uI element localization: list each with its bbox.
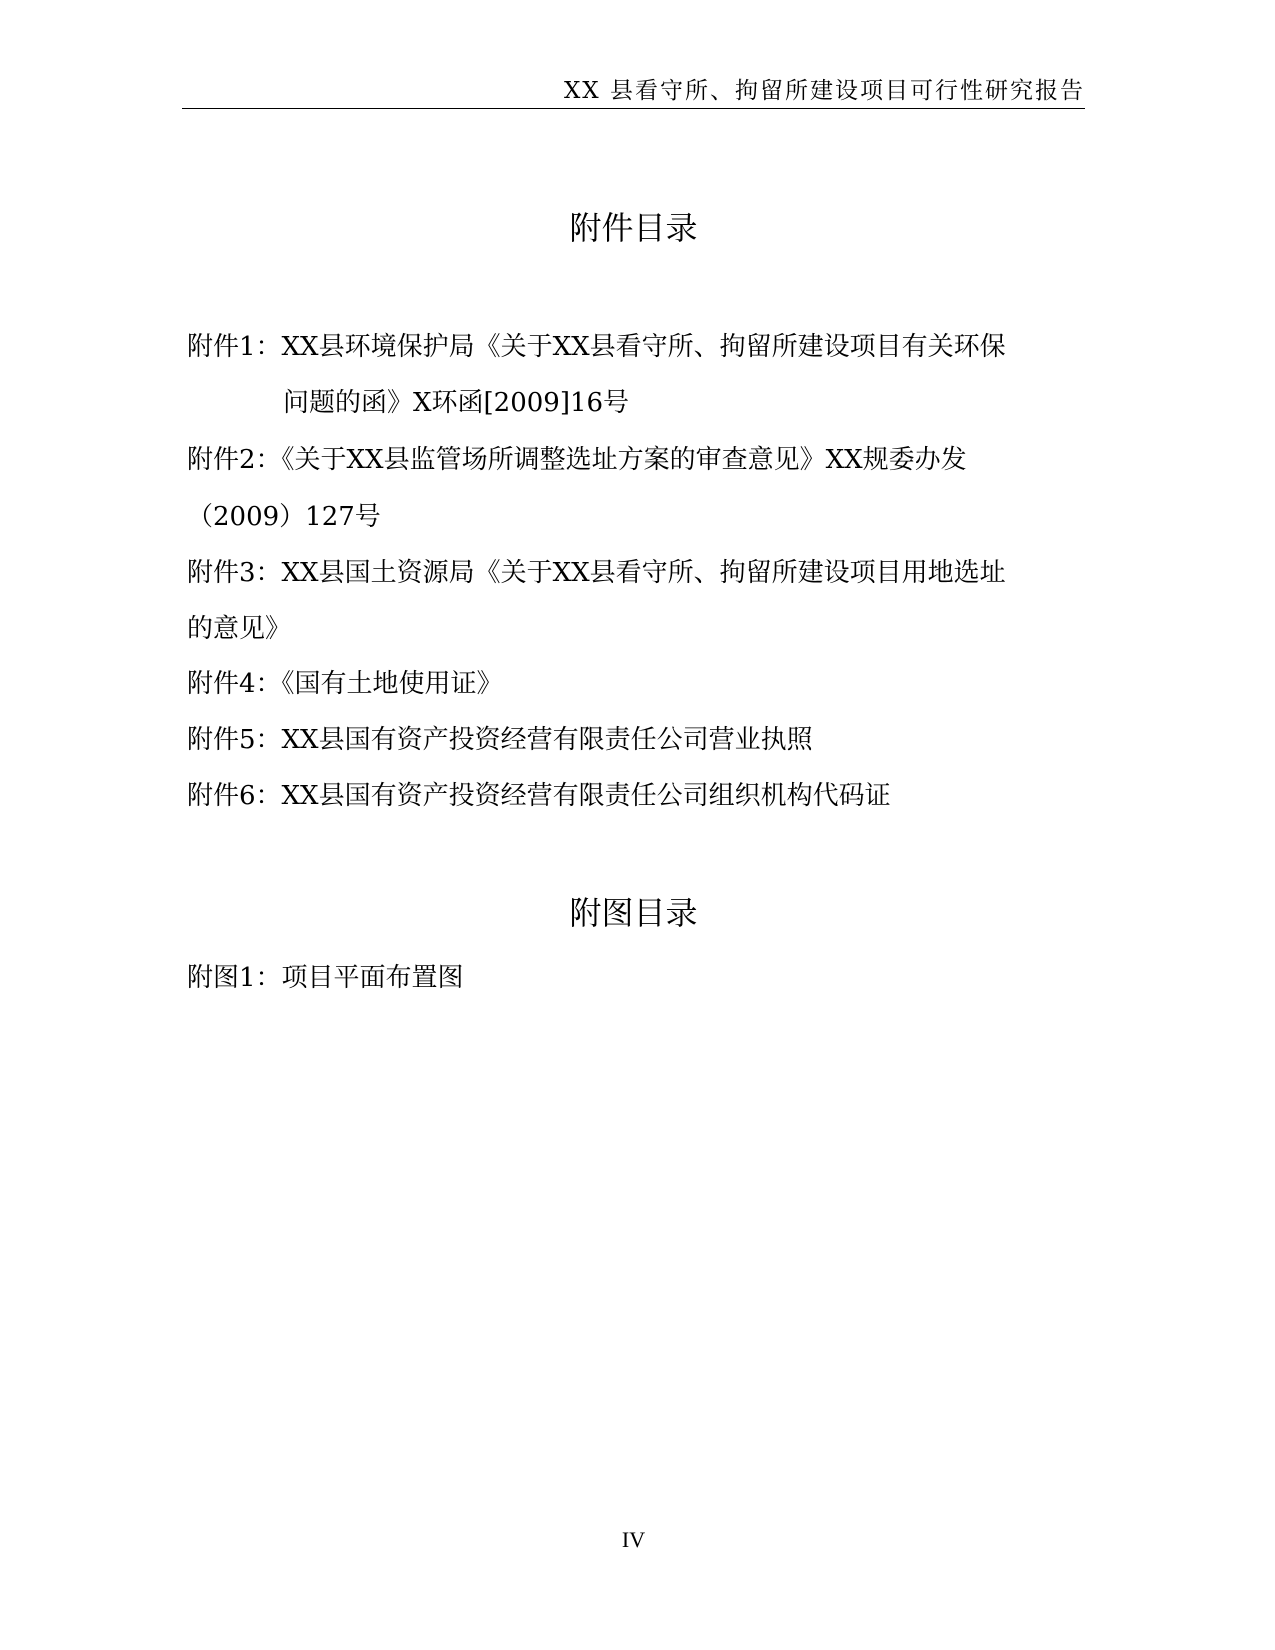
attachment-label-2: 附件2： <box>187 445 282 475</box>
figures-title: 附图目录 <box>569 894 698 932</box>
attachment-text-3: XX县国土资源局《关于XX县看守所、拘留所建设项目用地选址 <box>281 558 1006 588</box>
attachment-entry-6 <box>187 776 891 816</box>
attachment-text-2: 《关于XX县监管场所调整选址方案的审查意见》XX规委办发 <box>281 445 967 475</box>
header-rule <box>182 108 1085 109</box>
figure-label-1: 附图1： <box>187 963 282 993</box>
figure-text-1: 项目平面布置图 <box>281 963 464 993</box>
attachment-text-4: 《国有土地使用证》 <box>281 669 503 699</box>
attachments-title: 附件目录 <box>569 209 698 247</box>
attachment-label-1: 附件1： <box>187 332 282 362</box>
attachment-text-1: XX县环境保护局《关于XX县看守所、拘留所建设项目有关环保 <box>281 332 1006 362</box>
attachment-entry-1-continuation: 问题的函》X环函[2009]16号 <box>283 388 630 418</box>
attachment-entry-5 <box>187 720 813 760</box>
attachment-label-3: 附件3： <box>187 558 282 588</box>
attachment-label-5: 附件5： <box>187 725 282 755</box>
page-number: IV <box>621 1527 646 1552</box>
attachment-entry-3 <box>187 553 1006 593</box>
attachment-label-6: 附件6： <box>187 781 282 811</box>
attachment-entry-2 <box>187 440 967 480</box>
attachment-entry-2-continuation: （2009）127号 <box>187 502 381 532</box>
attachment-entry-3-continuation: 的意见》 <box>187 614 292 644</box>
attachment-text-5: XX县国有资产投资经营有限责任公司营业执照 <box>281 725 813 755</box>
attachment-entry-1 <box>187 327 1006 367</box>
attachment-text-6: XX县国有资产投资经营有限责任公司组织机构代码证 <box>281 781 891 811</box>
figure-entry-1 <box>187 958 464 998</box>
attachment-entry-4 <box>187 664 503 704</box>
attachment-label-4: 附件4： <box>187 669 282 699</box>
running-header: XX 县看守所、拘留所建设项目可行性研究报告 <box>563 78 1085 104</box>
